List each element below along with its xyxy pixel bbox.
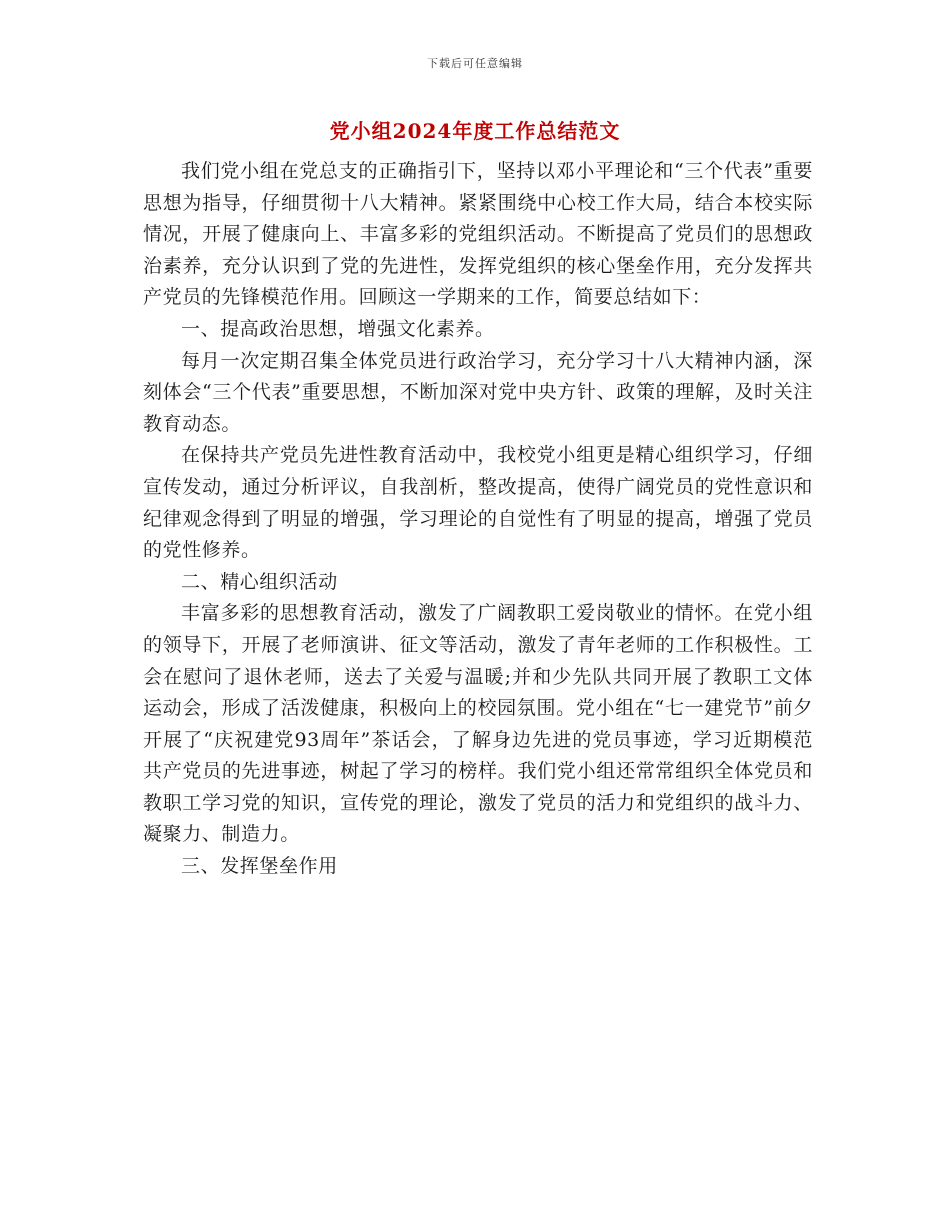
- section-heading-1: 一、提高政治思想，增强文化素养。: [181, 317, 495, 340]
- section-heading-3: 三、发挥堡垒作用: [181, 855, 338, 878]
- body-paragraph: 每月一次定期召集全体党员进行政治学习，充分学习十八大精神内涵，深刻体会“三个代表”重要思想，不断加深对党中央方针、政策的理解，及时关注教育动态。: [143, 349, 813, 435]
- document-title: 党小组2024年度工作总结范文: [329, 119, 621, 143]
- body-paragraph: 在保持共产党员先进性教育活动中，我校党小组更是精心组织学习，仔细宣传发动，通过分析评议，自我剖析，整改提高，使得广阔党员的党性意识和纪律观念得到了明显的增强，学习理论的自觉性有了明显的提高，增强了党员的党性修养。: [143, 444, 813, 562]
- header-note: 下载后可任意编辑: [427, 57, 523, 70]
- body-paragraph: 丰富多彩的思想教育活动，激发了广阔教职工爱岗敬业的情怀。在党小组的领导下，开展了老师演讲、征文等活动，激发了青年老师的工作积极性。工会在慰问了退休老师，送去了关爱与温暖;并和少先队共同开展了教职工文体运动会，形成了活泼健康，积极向上的校园氛围。党小组在“七一建党节”前夕开展了“庆祝建党93周年”茶话会，了解身边先进的党员事迹，学习近期模范共产党员的先进事迹，树起了学习的榜样。我们党小组还常常组织全体党员和教职工学习党的知识，宣传党的理论，激发了党员的活力和党组织的战斗力、凝聚力、制造力。: [143, 602, 813, 846]
- intro-paragraph: 我们党小组在党总支的正确指引下，坚持以邓小平理论和“三个代表”重要思想为指导，仔细贯彻十八大精神。紧紧围绕中心校工作大局，结合本校实际情况，开展了健康向上、丰富多彩的党组织活动。不断提高了党员们的思想政治素养，充分认识到了党的先进性，发挥党组织的核心堡垒作用，充分发挥共产党员的先锋模范作用。回顾这一学期来的工作，简要总结如下：: [143, 160, 813, 309]
- document-body: [143, 156, 813, 883]
- section-heading-2: 二、精心组织活动: [181, 570, 338, 593]
